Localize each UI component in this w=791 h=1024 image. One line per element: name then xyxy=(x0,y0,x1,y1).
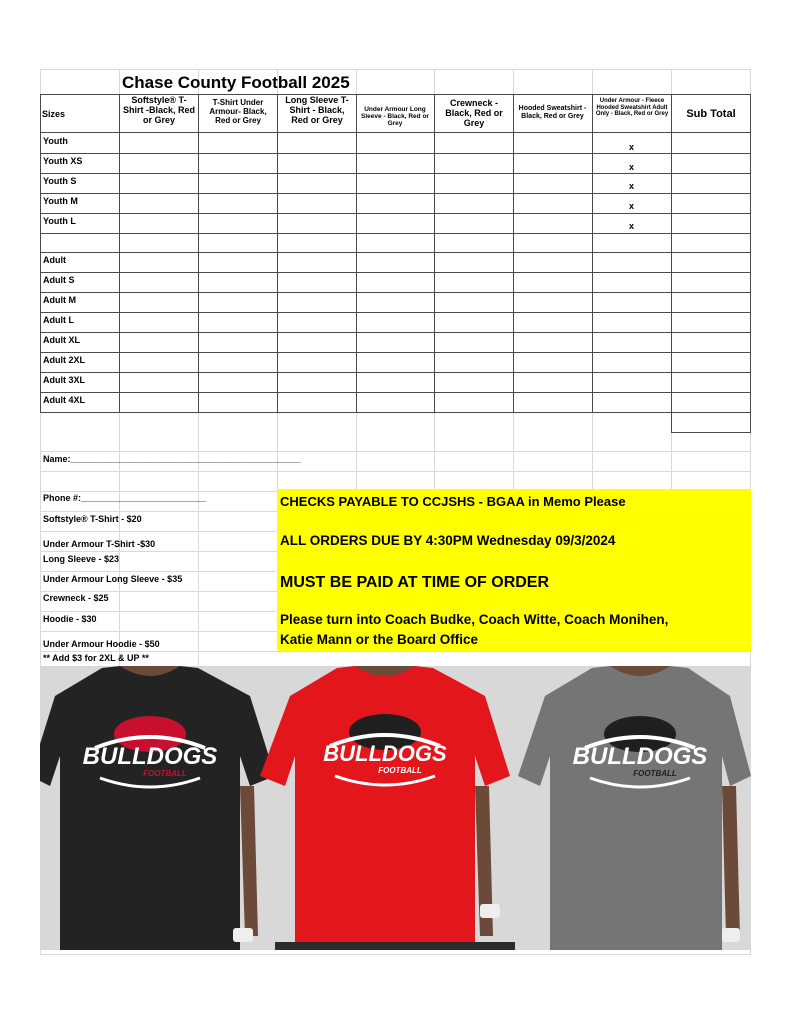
size-label: Adult XL xyxy=(43,335,80,345)
logo-text-red: BULLDOGS xyxy=(323,741,447,766)
price-item: Under Armour Long Sleeve - $35 xyxy=(43,574,183,584)
price-item: Softstyle® T-Shirt - $20 xyxy=(43,514,142,524)
size-label: Youth L xyxy=(43,216,76,226)
size-label: Youth S xyxy=(43,176,77,186)
size-label: Adult S xyxy=(43,275,75,285)
payment-notice: MUST BE PAID AT TIME OF ORDER xyxy=(280,574,550,591)
size-label: Youth M xyxy=(43,196,78,206)
header-sizes: Sizes xyxy=(42,109,66,119)
size-label: Youth xyxy=(43,136,68,146)
logo-text-grey: BULLDOGS xyxy=(572,743,708,770)
size-label: Adult 4XL xyxy=(43,395,85,405)
size-label: Youth XS xyxy=(43,156,83,166)
name-field[interactable]: Name:______________________________________________ xyxy=(43,454,301,464)
price-item: Under Armour Hoodie - $50 xyxy=(43,639,160,649)
due-notice: ALL ORDERS DUE BY 4:30PM Wednesday 09/3/2024 xyxy=(280,533,616,548)
logo-text-black: BULLDOGS xyxy=(82,743,218,770)
header-crewneck: Crewneck - Black, Red or Grey xyxy=(445,98,503,128)
price-item: Crewneck - $25 xyxy=(43,593,109,603)
price-note: ** Add $3 for 2XL & UP ** xyxy=(43,653,149,663)
not-available-mark: x xyxy=(629,201,635,211)
not-available-mark: x xyxy=(629,221,635,231)
logo-sub-grey: FOOTBALL xyxy=(633,769,677,778)
shirt-mockups xyxy=(40,666,751,950)
logo-sub-red: FOOTBALL xyxy=(378,766,422,775)
header-ua-long-sleeve: Under Armour Long Sleeve - Black, Red or Grey xyxy=(361,106,429,128)
grey-shirt xyxy=(518,666,751,950)
not-available-mark: x xyxy=(629,142,635,152)
size-label: Adult xyxy=(43,255,66,265)
header-hooded: Hooded Sweatshirt - Black, Red or Grey xyxy=(518,105,587,120)
not-available-mark: x xyxy=(629,181,635,191)
page-title: Chase County Football 2025 xyxy=(122,73,350,92)
turn-in-notice-2: Katie Mann or the Board Office xyxy=(280,632,479,647)
size-label: Adult M xyxy=(43,295,76,305)
price-item: Hoodie - $30 xyxy=(43,614,97,624)
phone-field[interactable]: Phone #:_________________________ xyxy=(43,493,207,503)
black-shirt xyxy=(40,666,275,950)
not-available-mark: x xyxy=(629,162,635,172)
header-softstyle: Softstyle® T-Shirt -Black, Red or Grey xyxy=(122,95,196,125)
price-item: Under Armour T-Shirt -$30 xyxy=(43,539,156,549)
header-long-sleeve: Long Sleeve T-Shirt - Black, Red or Grey xyxy=(285,95,349,125)
shirt-photo-band xyxy=(40,666,751,950)
size-label: Adult L xyxy=(43,315,74,325)
header-ua-tshirt: T-Shirt Under Armour- Black, Red or Grey xyxy=(209,98,267,125)
size-label: Adult 2XL xyxy=(43,355,85,365)
header-subtotal: Sub Total xyxy=(686,108,736,120)
size-label: Adult 3XL xyxy=(43,375,85,385)
turn-in-notice: Please turn into Coach Budke, Coach Witte, Coach Monihen, xyxy=(280,612,669,627)
red-shirt xyxy=(260,666,515,950)
logo-sub-black: FOOTBALL xyxy=(143,769,187,778)
price-item: Long Sleeve - $23 xyxy=(43,554,120,564)
header-ua-fleece: Under Armour - Fleece Hooded Sweatshirt Adult Only - Black, Red or Grey xyxy=(595,98,669,118)
checks-notice: CHECKS PAYABLE TO CCJSHS - BGAA in Memo Please xyxy=(280,494,626,509)
